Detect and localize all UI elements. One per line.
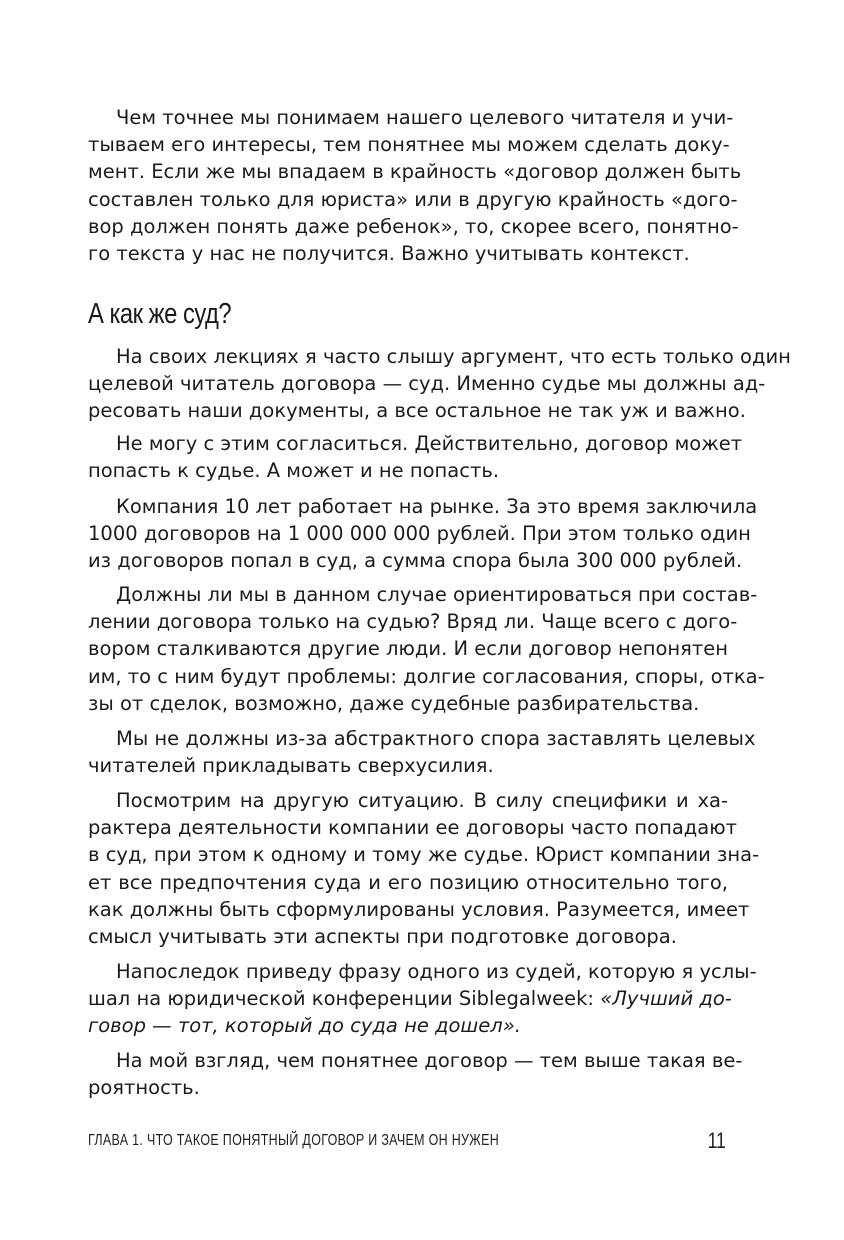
paragraph [88,725,756,779]
paragraph-with-quote [88,958,757,1040]
text-line: из договоров попал в суд, а сумма спора была 300 000 рублей. [88,549,743,573]
text-line: читателей прикладывать сверхусилия. [88,754,494,778]
text-line: вором сталкиваются другие люди. И если договор непонятен [88,637,728,661]
text-line: Должны ли мы в данном случае ориентироваться при состав- [116,583,758,606]
paragraph [88,1047,743,1101]
text-line: На мой взгляд, чем понятнее договор — тем выше такая ве- [116,1049,743,1072]
text-line: Мы не должны из-за абстрактного спора заставлять целевых [116,727,756,750]
text-line: тываем его интересы, тем понятнее мы можем сделать доку- [88,133,730,157]
text-line: 1000 договоров на 1 000 000 000 рублей. При этом только один [88,522,751,546]
text-line: рактера деятельности компании ее договоры часто попадают [88,816,737,840]
text-line [88,985,732,1012]
text-line: смысл учитывать эти аспекты при подготовке договора. [88,925,677,949]
text-line: как должны быть сформулированы условия. Разумеется, имеет [88,897,750,921]
text-line: целевой читатель договора — суд. Именно судье мы должны ад- [88,372,766,396]
page-number: 11 [707,1128,726,1153]
quote-text: «Лучший до- [600,987,732,1011]
paragraph [88,343,791,425]
paragraph [88,430,743,484]
text-line: в суд, при этом к одному и тому же судье. Юрист компании зна- [88,843,760,867]
text-line: Напоследок приведу фразу одного из судей, которую я услы- [116,960,757,983]
text-line: Посмотрим на другую ситуацию. В силу специфики и ха- [116,789,728,812]
text-line: составлен только для юриста» или в другую крайность «дого- [88,187,738,211]
section-heading: А как же суд? [88,298,232,330]
text-line: ресовать наши документы, а все остальное не так уж и важно. [88,399,746,423]
text-line: попасть к судье. А может и не попасть. [88,459,500,483]
text-line: лении договора только на судью? Вряд ли. Чаще всего с дого- [88,610,738,634]
paragraph [88,581,765,717]
text-line: им, то с ним будут проблемы: долгие согласования, споры, отка- [88,664,765,688]
text-line: вор должен понять даже ребенок», то, скорее всего, понятно- [88,214,739,238]
quote-text: говор — тот, который до суда не дошел». [88,1014,521,1038]
text-segment: шал на юридической конференции Siblegalweek: [88,987,601,1011]
text-line: роятность. [88,1076,200,1100]
text-line: На своих лекциях я часто слышу аргумент, что есть только один [116,345,791,368]
text-line: ет все предпочтения суда и его позицию относительно того, [88,870,728,894]
text-line: го текста у нас не получится. Важно учитывать контекст. [88,242,690,266]
text-line: мент. Если же мы впадаем в крайность «договор должен быть [88,160,742,184]
text-line: Компания 10 лет работает на рынке. За это время заключила [116,495,758,518]
text-line: Чем точнее мы понимаем нашего целевого читателя и учи- [116,106,734,129]
running-footer-chapter-title: ГЛАВА 1. ЧТО ТАКОЕ ПОНЯТНЫЙ ДОГОВОР И ЗАЧЕМ ОН НУЖЕН [88,1132,500,1149]
paragraph [88,787,760,950]
text-line: Не могу с этим согласиться. Действительно, договор может [116,432,743,455]
paragraph [88,493,758,575]
intro-paragraph [88,104,742,267]
text-line: зы от сделок, возможно, даже судебные разбирательства. [88,691,700,715]
